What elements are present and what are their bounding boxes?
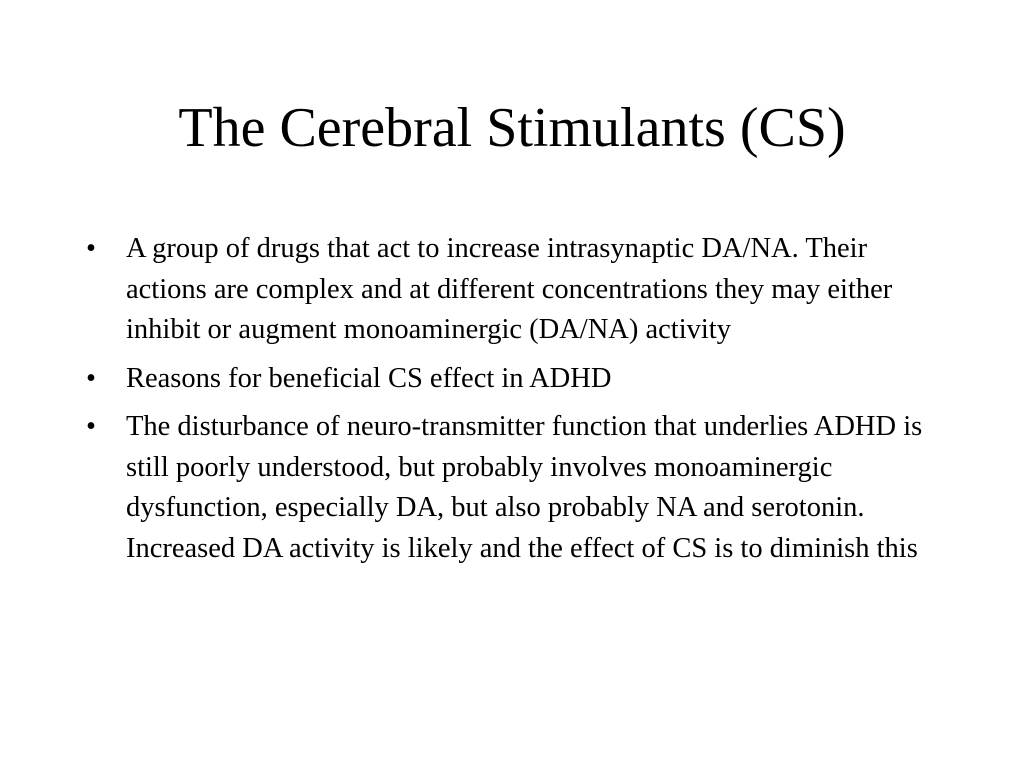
bullet-text: The disturbance of neuro-transmitter function that underlies ADHD is still poorly understood, but probably involves monoaminergic dysfunction, especially DA, but also probably NA and serotonin. Increased DA activity is likely and the effect of CS is to diminish this (126, 411, 923, 564)
bullet-item (84, 359, 954, 400)
bullet-item (84, 229, 954, 351)
bullet-dot-icon: • (86, 411, 96, 442)
bullet-dot-icon: • (86, 362, 96, 394)
slide-title: The Cerebral Stimulants (CS) (178, 97, 846, 159)
bullet-text: Reasons for beneficial CS effect in ADHD (126, 362, 612, 394)
bullet-list (84, 229, 954, 577)
bullet-text: A group of drugs that act to increase intrasynaptic DA/NA. Their actions are complex and at different concentrations they may either inhibit or augment monoaminergic (DA/NA) activity (126, 233, 893, 345)
bullet-item (84, 407, 954, 569)
bullet-dot-icon: • (86, 233, 96, 264)
